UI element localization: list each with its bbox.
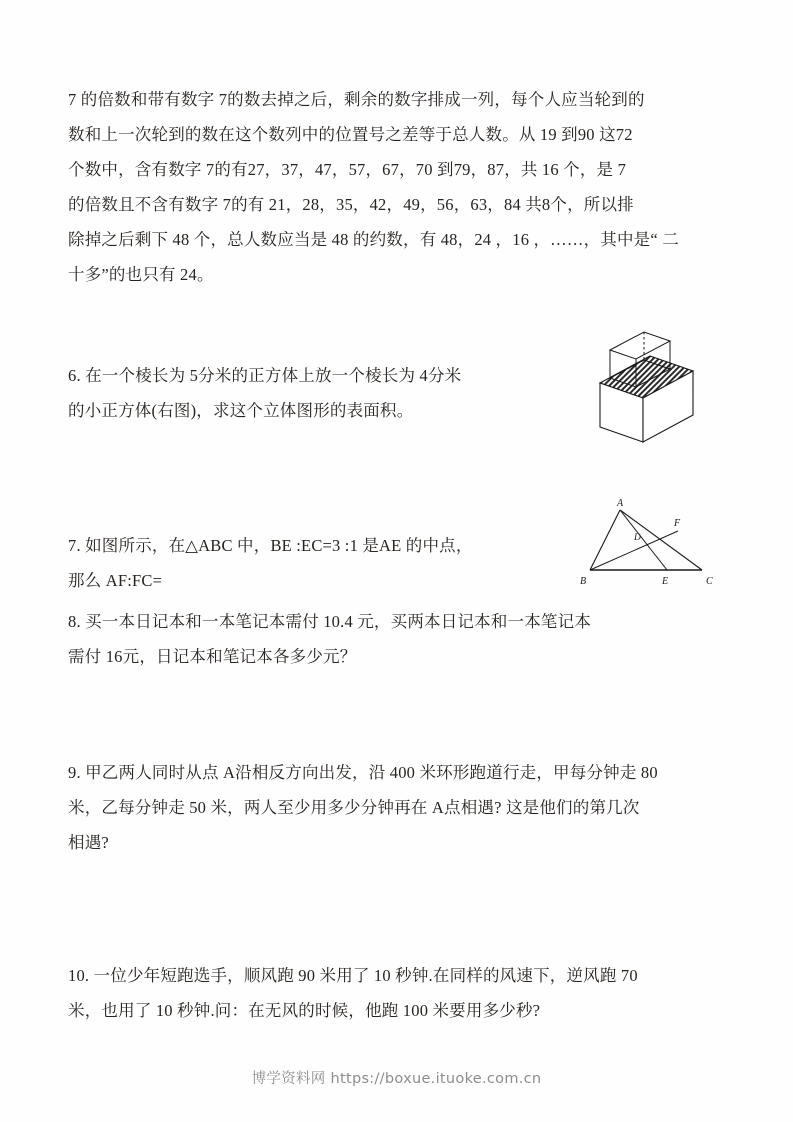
- question-9: [68, 755, 723, 860]
- question-6-line-2: 的小正方体(右图)，求这个立体图形的表面积。: [68, 401, 414, 420]
- question-9-line-1: 9. 甲乙两人同时从点 A沿相反方向出发，沿 400 米环形跑道行走，甲每分钟走 80: [68, 763, 658, 782]
- question-6: [68, 358, 578, 428]
- solution-line-6: 十多”的也只有 24。: [68, 265, 214, 284]
- solution-line-5: 除掉之后剩下 48 个，总人数应当是 48 的约数，有 48，24 ，16 ，……，其中是“ 二: [68, 230, 679, 249]
- segment-ae: [620, 510, 667, 570]
- question-10-line-2: 米，也用了 10 秒钟.问：在无风的时候，他跑 100 米要用多少秒?: [68, 1001, 541, 1020]
- triangle-abc-figure: [570, 498, 720, 590]
- solution-line-4: 的倍数且不含有数字 7的有 21，28，35，42，49，56，63，84 共8个，所以排: [68, 195, 634, 214]
- segment-ab: [590, 510, 620, 570]
- question-8-line-1: 8. 买一本日记本和一本笔记本需付 10.4 元，买两本日记本和一本笔记本: [68, 612, 592, 631]
- question-7-line-2: 那么 AF:FC=: [68, 571, 163, 590]
- question-7-line-1: 7. 如图所示，在△ABC 中，BE :EC=3 :1 是AE 的中点，: [68, 536, 473, 555]
- label-d: D: [634, 533, 641, 543]
- question-7: [68, 528, 538, 598]
- question-10-line-1: 10. 一位少年短跑选手，顺风跑 90 米用了 10 秒钟.在同样的风速下，逆风跑 70: [68, 966, 638, 985]
- solution-line-3: 个数中，含有数字 7的有27，37，47，57，67，70 到79，87，共 16 个，是 7: [68, 160, 627, 179]
- small-cube-top-face: [610, 332, 670, 359]
- solution-line-2: 数和上一次轮到的数在这个数列中的位置号之差等于总人数。从 19 到90 这72: [68, 125, 633, 144]
- question-10: [68, 958, 723, 1028]
- solution-paragraph: [68, 82, 723, 292]
- solution-line-1: 7 的倍数和带有数字 7的数去掉之后，剩余的数字排成一列，每个人应当轮到的: [68, 90, 645, 109]
- label-f: F: [674, 518, 681, 529]
- question-9-line-3: 相遇?: [68, 833, 109, 852]
- label-c: C: [706, 576, 713, 587]
- stacked-cubes-figure: [592, 328, 702, 446]
- question-9-line-2: 米，乙每分钟走 50 米，两人至少用多少分钟再在 A点相遇? 这是他们的第几次: [68, 798, 640, 817]
- segment-ac: [620, 510, 702, 570]
- watermark-footer: 博学资料网 https://boxue.ituoke.com.cn: [251, 1071, 542, 1087]
- question-6-line-1: 6. 在一个棱长为 5分米的正方体上放一个棱长为 4分米: [68, 366, 462, 385]
- question-8-line-2: 需付 16元，日记本和笔记本各多少元？: [68, 647, 357, 666]
- label-e: E: [662, 576, 669, 587]
- question-8: [68, 604, 723, 674]
- label-a: A: [616, 498, 624, 509]
- label-b: B: [580, 576, 587, 587]
